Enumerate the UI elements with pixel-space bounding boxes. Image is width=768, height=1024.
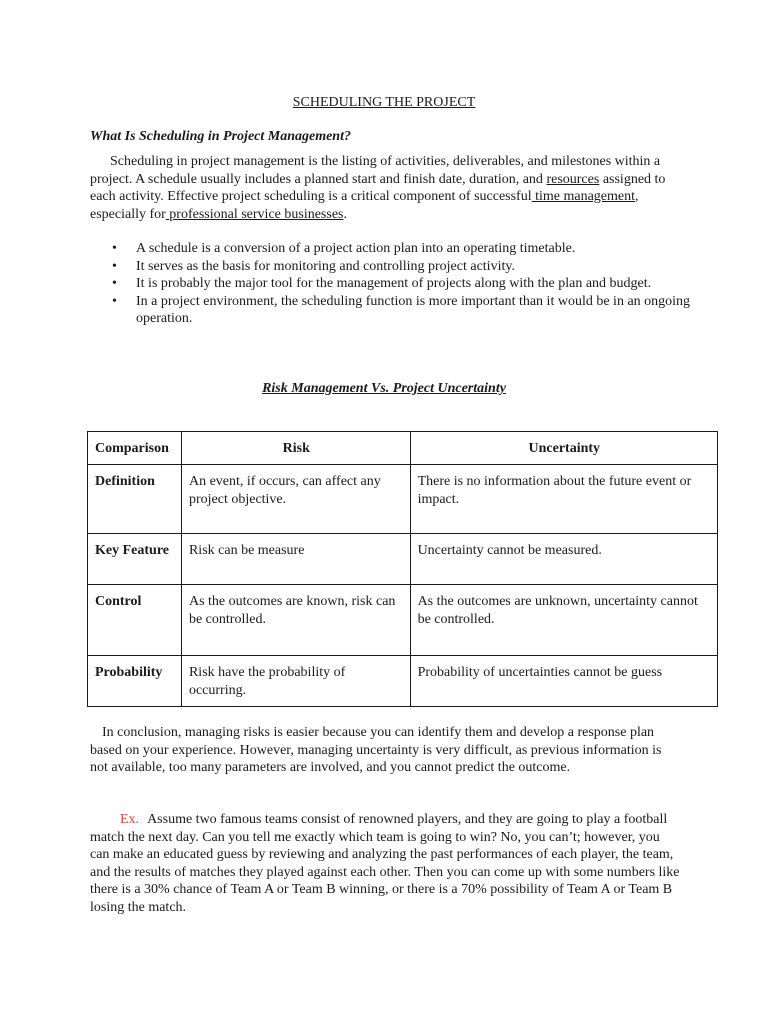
table-row bbox=[88, 465, 718, 534]
list-item: • In a project environment, the scheduling function is more important than it would be in an ongoing operation. bbox=[136, 293, 716, 328]
list-item: • It serves as the basis for monitoring and controlling project activity. bbox=[136, 258, 716, 276]
intro-text-2: assigned to each activity. Effective project scheduling is a critical component of successful bbox=[90, 171, 666, 204]
table-cell: An event, if occurs, can affect any project objective. bbox=[181, 465, 410, 534]
intro-text-3: , especially for bbox=[90, 189, 639, 222]
comparison-table bbox=[87, 431, 718, 707]
table-row-label: Definition bbox=[88, 465, 182, 534]
intro-text-1: Scheduling in project management is the listing of activities, deliverables, and milestones within a project. A schedule usually includes a planned start and finish date, duration, and bbox=[90, 154, 661, 187]
table-row-label: Probability bbox=[88, 656, 182, 707]
example-label: Ex. bbox=[120, 812, 140, 827]
table-cell: There is no information about the future event or impact. bbox=[410, 465, 717, 534]
table-cell: Risk can be measure bbox=[181, 534, 410, 585]
table-row bbox=[88, 534, 718, 585]
bullet-list bbox=[90, 240, 716, 328]
resources-link[interactable]: resources bbox=[546, 171, 600, 187]
table-row-label: Key Feature bbox=[88, 534, 182, 585]
table-header-cell: Comparison bbox=[88, 432, 182, 465]
table-header-cell: Uncertainty bbox=[410, 432, 717, 465]
section-subtitle: What Is Scheduling in Project Management? bbox=[90, 129, 351, 144]
list-item: • It is probably the major tool for the management of projects along with the plan and budget. bbox=[136, 275, 716, 293]
table-cell: Risk have the probability of occurring. bbox=[181, 656, 410, 707]
table-cell: As the outcomes are unknown, uncertainty cannot be controlled. bbox=[410, 585, 717, 656]
table-header-cell: Risk bbox=[181, 432, 410, 465]
list-item: • A schedule is a conversion of a project action plan into an operating timetable. bbox=[136, 240, 716, 258]
time-management-link[interactable]: time management bbox=[531, 189, 636, 204]
table-cell: Uncertainty cannot be measured. bbox=[410, 534, 717, 585]
intro-paragraph bbox=[90, 153, 680, 223]
table-row bbox=[88, 656, 718, 707]
professional-services-link[interactable]: professional service businesses bbox=[165, 206, 344, 222]
example-paragraph bbox=[90, 811, 680, 916]
table-header-row bbox=[88, 432, 718, 465]
table-cell: As the outcomes are known, risk can be controlled. bbox=[181, 585, 410, 656]
table-row-label: Control bbox=[88, 585, 182, 656]
table-row bbox=[88, 585, 718, 656]
conclusion-paragraph: In conclusion, managing risks is easier because you can identify them and develop a response plan based on your experience. However, managing uncertainty is very difficult, as previous information is not available, too many parameters are involved, and you cannot predict the outcome. bbox=[90, 725, 662, 775]
document-title: SCHEDULING THE PROJECT bbox=[292, 95, 476, 110]
comparison-section-title: Risk Management Vs. Project Uncertainty bbox=[262, 381, 506, 396]
example-text: Assume two famous teams consist of renowned players, and they are going to play a football match the next day. Can you tell me exactly which team is going to win? No, you can’t; however, you can make an educated guess by reviewing and analyzing the past performances of each player, the team, and the results of matches they played against each other. Then you can come up with some numbers like there is a 30% chance of Team A or Team B winning, or there is a 70% possibility of Team A or Team B losing the match. bbox=[90, 812, 680, 915]
table-cell: Probability of uncertainties cannot be guess bbox=[410, 656, 717, 707]
intro-text-4: . bbox=[343, 206, 347, 222]
